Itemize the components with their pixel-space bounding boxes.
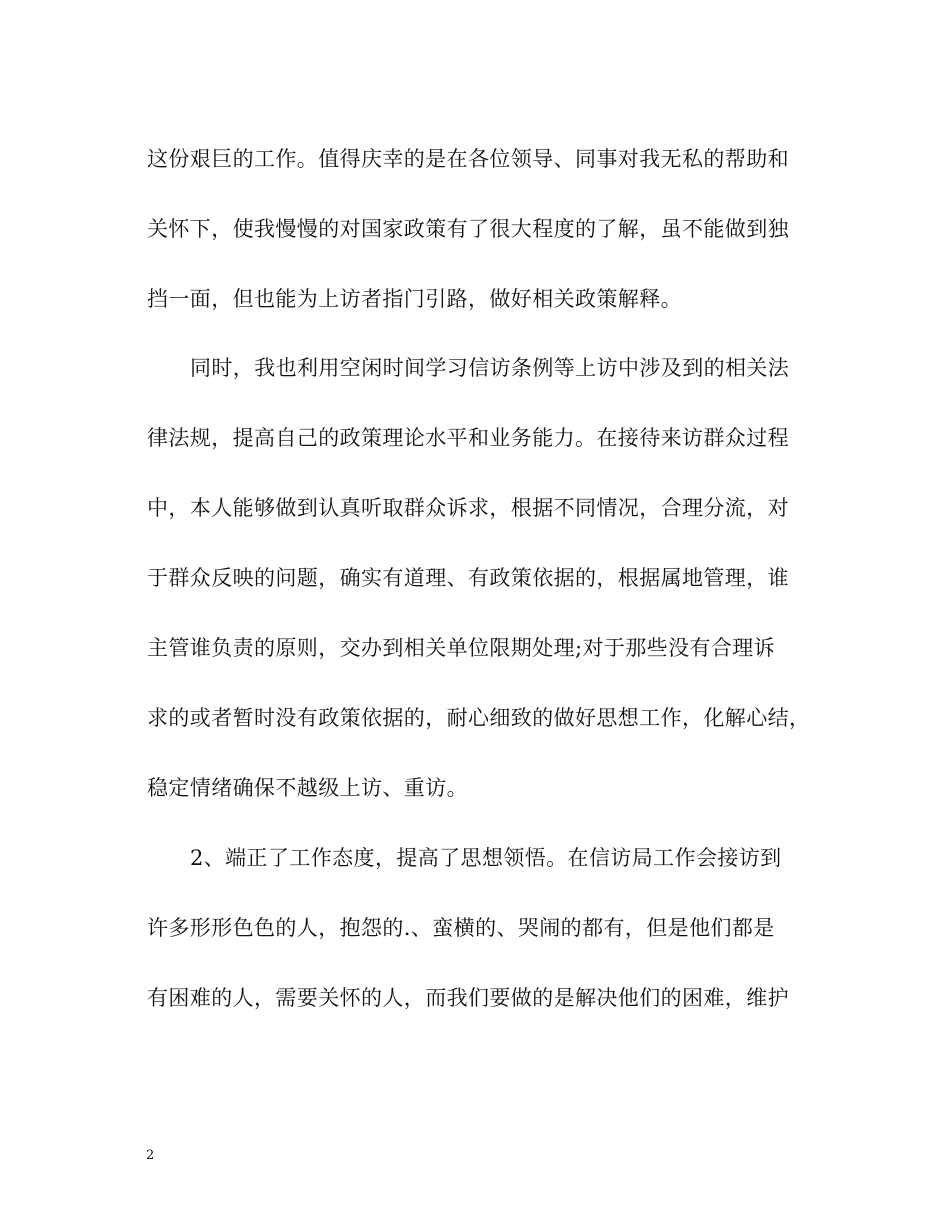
page-number: 2: [146, 1148, 155, 1163]
text-line: 中，本人能够做到认真听取群众诉求，根据不同情况，合理分流，对: [147, 496, 789, 520]
text-line: 关怀下，使我慢慢的对国家政策有了很大程度的了解，虽不能做到独: [147, 217, 789, 241]
text-line: 稳定情绪确保不越级上访、重访。: [147, 776, 468, 800]
text-line: 律法规，提高自己的政策理论水平和业务能力。在接待来访群众过程: [147, 426, 789, 450]
text-line: 这份艰巨的工作。值得庆幸的是在各位领导、同事对我无私的帮助和: [147, 147, 789, 171]
text-line: 于群众反映的问题，确实有道理、有政策依据的，根据属地管理，谁: [147, 566, 789, 590]
text-line: 挡一面，但也能为上访者指门引路，做好相关政策解释。: [147, 287, 682, 311]
text-line: 有困难的人，需要关怀的人，而我们要做的是解决他们的困难，维护: [147, 986, 789, 1010]
text-line: 许多形形色色的人，抱怨的.、蛮横的、哭闹的都有，但是他们都是: [147, 916, 775, 940]
paragraph-start-line: 2、端正了工作态度，提高了思想领悟。在信访局工作会接访到: [190, 846, 782, 870]
paragraph-start-line: 同时，我也利用空闲时间学习信访条例等上访中涉及到的相关法: [190, 356, 790, 380]
text-line: 主管谁负责的原则，交办到相关单位限期处理;对于那些没有合理诉: [147, 636, 776, 660]
text-line: 求的或者暂时没有政策依据的，耐心细致的做好思想工作，化解心结，: [147, 706, 811, 730]
